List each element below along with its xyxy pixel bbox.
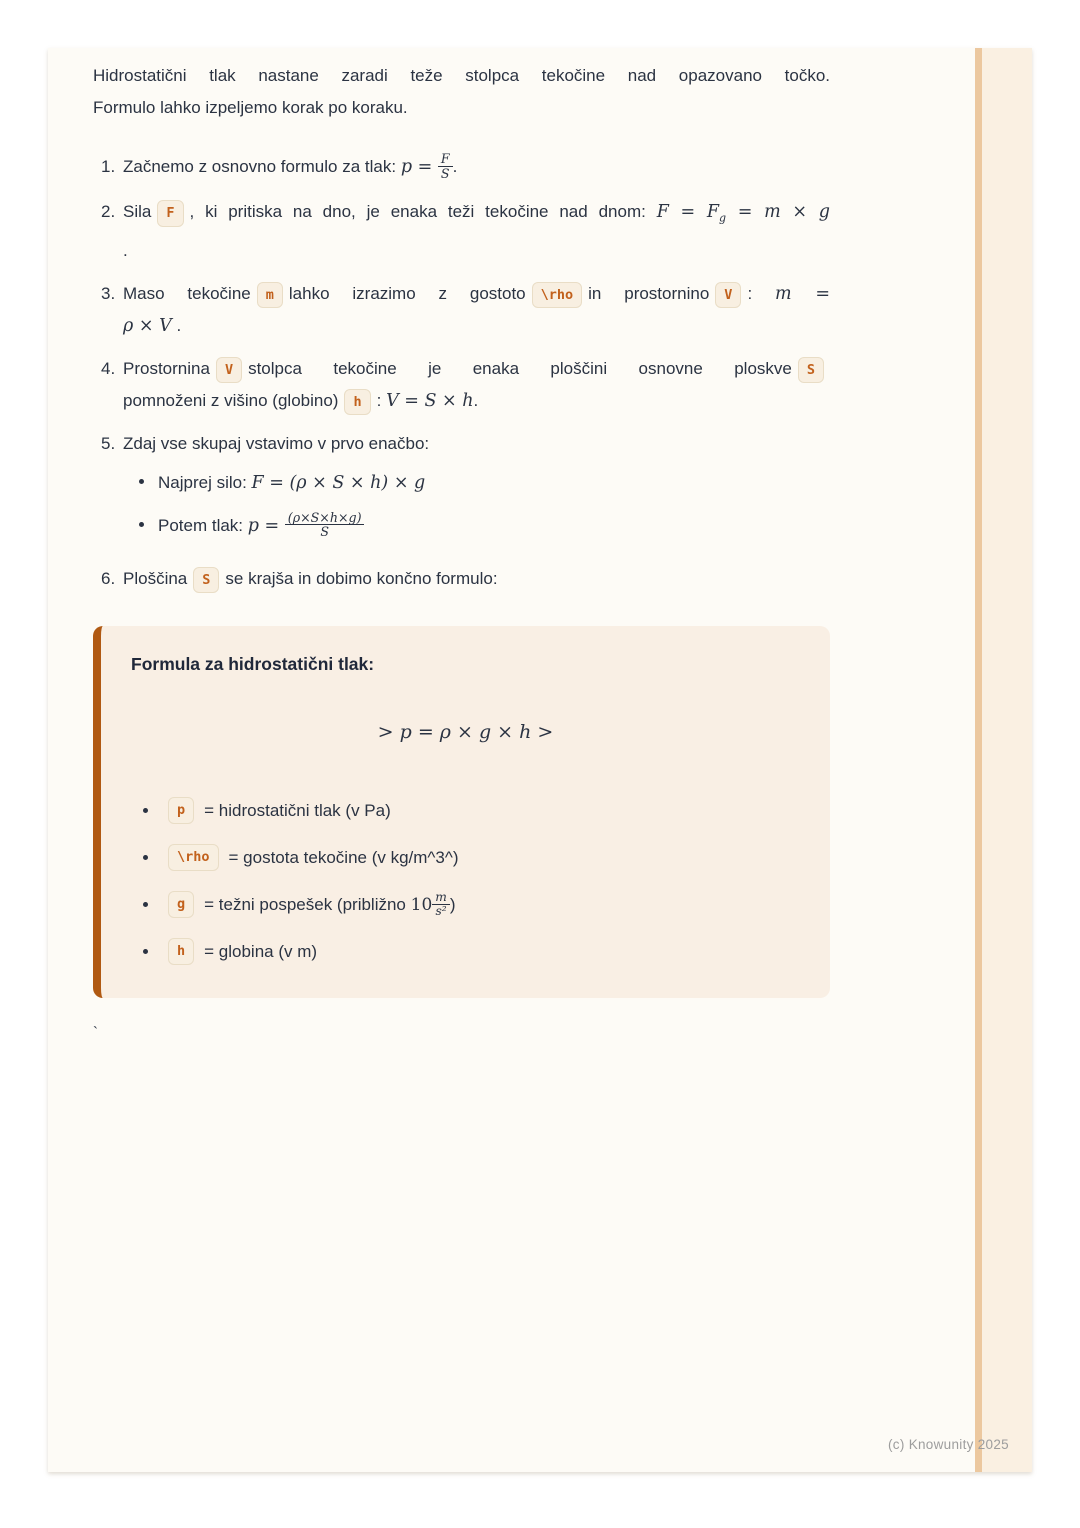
fraction-numerator: (ρ×S×h×g) bbox=[285, 511, 365, 525]
fraction-denominator: s² bbox=[435, 904, 447, 918]
fraction-F-over-S bbox=[438, 152, 453, 179]
step-number: 5. bbox=[101, 433, 116, 453]
step-number: 1. bbox=[101, 157, 116, 176]
math-text: = m × g bbox=[737, 202, 830, 222]
step-body bbox=[123, 562, 830, 596]
step-number: 6. bbox=[101, 568, 116, 588]
step-4 bbox=[93, 352, 830, 416]
fraction-numerator: F bbox=[438, 152, 453, 166]
intro-paragraph-line2: Formulo lahko izpeljemo korak po koraku. bbox=[93, 98, 408, 117]
step-line2 bbox=[123, 311, 830, 341]
bullet-icon bbox=[143, 902, 148, 907]
document-page bbox=[48, 48, 1032, 1472]
hydrostatic-pressure-formula: > p = ρ × g × h > bbox=[377, 720, 554, 743]
intro-paragraph-line1: Hidrostatični tlak nastane zaradi teže stolpca tekočine nad opazovano točko. bbox=[93, 66, 830, 85]
sub-bullet-list bbox=[123, 465, 830, 551]
bullet-icon bbox=[139, 522, 144, 527]
fraction-m-over-s2 bbox=[432, 891, 450, 918]
inline-code-badge-V: V bbox=[715, 282, 741, 309]
bullet-icon bbox=[139, 479, 144, 484]
step-body bbox=[123, 427, 830, 551]
math-text: V = S × h bbox=[386, 390, 474, 411]
step-1 bbox=[93, 150, 830, 184]
math-text: F = (ρ × S × h) × g bbox=[251, 472, 426, 493]
math-force-equation bbox=[656, 202, 830, 225]
sub-bullet-force bbox=[139, 465, 830, 501]
step-text: Prostornina bbox=[123, 358, 210, 378]
step-text: Ploščina bbox=[123, 568, 188, 588]
stray-backtick: ` bbox=[93, 1023, 98, 1041]
step-2 bbox=[93, 195, 830, 266]
step-text: Sila bbox=[123, 202, 152, 221]
step-3 bbox=[93, 277, 830, 341]
step-text: . bbox=[473, 390, 479, 410]
step-line2 bbox=[123, 386, 830, 416]
bullet-icon bbox=[143, 855, 148, 860]
step-text: Začnemo z osnovno formulo za tlak: bbox=[123, 157, 397, 176]
step-text: , ki pritiska na dno, je enaka teži tekočine nad dnom: bbox=[189, 202, 646, 221]
derivation-steps bbox=[93, 150, 830, 596]
fraction-rho-S-h-g-over-S bbox=[285, 511, 365, 538]
step-number: 3. bbox=[101, 283, 116, 303]
variable-item-h bbox=[143, 938, 800, 966]
step-5 bbox=[93, 427, 830, 551]
math-text: ρ × V bbox=[123, 315, 172, 336]
variable-item-p bbox=[143, 797, 800, 825]
page-edge-stripe bbox=[975, 48, 1032, 1472]
variable-description: = hidrostatični tlak (v Pa) bbox=[204, 800, 391, 820]
fraction-denominator: S bbox=[320, 524, 329, 540]
step-text: : bbox=[747, 283, 753, 303]
bullet-text: Najprej silo: F = (ρ × S × h) × g bbox=[158, 472, 426, 493]
variable-description: = gostota tekočine (v kg/m^3^) bbox=[228, 847, 459, 867]
inline-code-badge-h: h bbox=[168, 938, 194, 965]
inline-code-badge-S: S bbox=[798, 357, 824, 384]
math-text: p = bbox=[400, 157, 433, 177]
bullet-icon bbox=[143, 808, 148, 813]
step-6 bbox=[93, 562, 830, 596]
math-pressure-formula bbox=[400, 151, 453, 181]
variable-description: = težni pospešek (približno 10 $\frac{m}{\text{s²}}$ ) bbox=[204, 890, 456, 918]
step-line bbox=[123, 352, 830, 386]
stripe-fill bbox=[982, 48, 1032, 1472]
step-number: 2. bbox=[101, 202, 116, 221]
step-number: 4. bbox=[101, 358, 116, 378]
math-subscript: g bbox=[719, 211, 727, 225]
math-text: m = bbox=[775, 283, 830, 304]
inline-code-badge-rho: \rho bbox=[168, 844, 219, 871]
fraction-numerator: m bbox=[432, 891, 450, 905]
document-content bbox=[93, 48, 830, 1041]
bullet-text: Potem tlak: p = $\frac{(\rho\times S\times h\times g)}{S}$ bbox=[158, 501, 364, 551]
step-line bbox=[123, 195, 830, 236]
variable-item-g bbox=[143, 891, 800, 919]
step-text: Zdaj vse skupaj vstavimo v prvo enačbo: bbox=[123, 433, 430, 453]
inline-code-badge-g: g bbox=[168, 891, 194, 918]
math-number: 10 bbox=[410, 894, 433, 915]
inline-code-badge-V: V bbox=[216, 357, 242, 384]
step-line bbox=[123, 277, 830, 311]
step-text: se krajša in dobimo končno formulo: bbox=[225, 568, 498, 588]
step-body bbox=[123, 352, 830, 416]
step-text: lahko izrazimo z gostoto bbox=[288, 283, 526, 303]
sub-bullet-pressure bbox=[139, 501, 830, 551]
wrapped-period: . bbox=[123, 240, 128, 260]
inline-code-badge-S: S bbox=[193, 567, 219, 594]
math-text: p = bbox=[247, 515, 280, 536]
inline-code-badge-rho: \rho bbox=[532, 282, 583, 309]
variable-description: = globina (v m) bbox=[204, 941, 318, 961]
stripe-accent-line bbox=[975, 48, 982, 1472]
footer-credit: (c) Knowunity 2025 bbox=[888, 1437, 1009, 1452]
callout-title: Formula za hidrostatični tlak: bbox=[131, 653, 375, 674]
math-text: F = F bbox=[656, 202, 720, 222]
step-text: : bbox=[376, 390, 382, 410]
step-text: . bbox=[452, 157, 458, 176]
inline-code-badge-F: F bbox=[157, 200, 183, 227]
step-text: Maso tekočine bbox=[123, 283, 251, 303]
inline-code-badge-p: p bbox=[168, 797, 194, 824]
step-text: . bbox=[176, 315, 182, 335]
formula-callout bbox=[93, 626, 830, 998]
fraction-denominator: S bbox=[440, 165, 450, 181]
step-body bbox=[123, 277, 830, 341]
inline-code-badge-h: h bbox=[344, 389, 370, 416]
step-body bbox=[123, 195, 830, 266]
inline-code-badge-m: m bbox=[257, 282, 283, 309]
step-body bbox=[123, 150, 830, 184]
step-text: pomnoženi z višino (globino) bbox=[123, 390, 339, 410]
bullet-icon bbox=[143, 949, 148, 954]
step-text: stolpca tekočine je enaka ploščini osnovne ploskve bbox=[248, 358, 792, 378]
variable-item-rho bbox=[143, 844, 800, 872]
math-g-value bbox=[410, 890, 450, 918]
step-text: in prostornino bbox=[588, 283, 710, 303]
